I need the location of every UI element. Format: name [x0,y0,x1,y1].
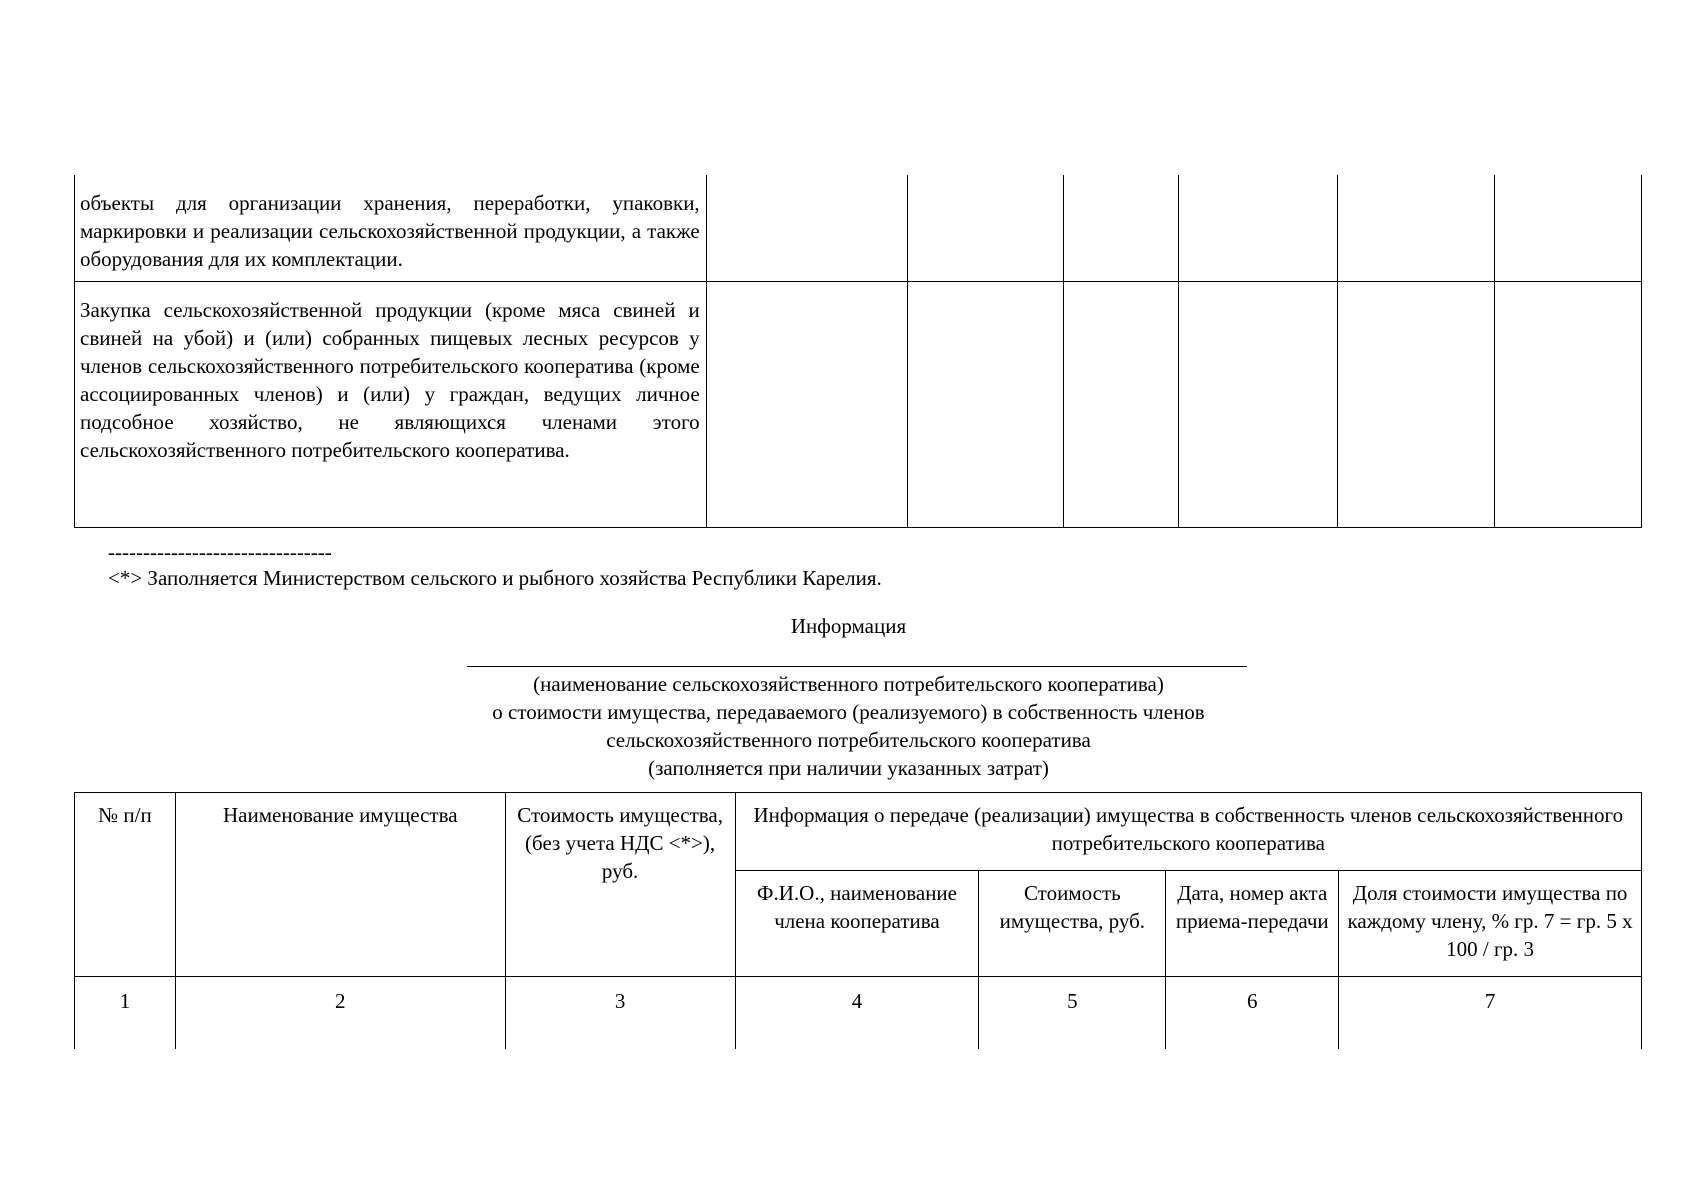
column-number: 6 [1166,977,1339,1050]
footnote-separator: -------------------------------- [108,540,332,564]
header-number: № п/п [75,793,176,977]
table-row [75,282,1642,528]
heading-line-3: (заполняется при наличии указанных затрат) [648,756,1049,780]
empty-cell [1064,175,1179,282]
empty-cell [1495,282,1642,528]
empty-cell [706,282,907,528]
header-member-cost: Стоимость имущества, руб. [979,871,1166,977]
empty-cell [1064,282,1179,528]
program-table-continuation [74,175,1642,528]
footnote-text: <*> Заполняется Министерством сельского и рыбного хозяйства Республики Карелия. [108,566,882,590]
column-number: 7 [1339,977,1642,1050]
header-act-date: Дата, номер акта приема-передачи [1166,871,1339,977]
header-member-name: Ф.И.О., наименование члена кооператива [735,871,979,977]
table-row [75,175,1642,282]
row-text-cell: Закупка сельскохозяйственной продукции (кроме мяса свиней и свиней на убой) и (или) собранных пищевых лесных ресурсов у членов сельскохозяйственного потребительского кооператива (кроме ассоциированных членов) и (или) у граждан, ведущих личное подсобное хозяйство, не являющихся членами этого сельскохозяйственного потребительского кооператива. [75,282,707,528]
header-property-name: Наименование имущества [175,793,505,977]
header-row [75,793,1642,871]
header-property-cost: Стоимость имущества, (без учета НДС <*>), руб. [505,793,735,977]
empty-cell [907,282,1064,528]
column-number: 5 [979,977,1166,1050]
empty-cell [1495,175,1642,282]
name-underline [467,666,1247,667]
name-caption: (наименование сельскохозяйственного потребительского кооператива) [533,672,1164,696]
empty-cell [1338,175,1495,282]
column-number-row [75,977,1642,1050]
empty-cell [1179,282,1338,528]
empty-cell [1338,282,1495,528]
row-text-cell: объекты для организации хранения, переработки, упаковки, маркировки и реализации сельскохозяйственной продукции, а также оборудования для их комплектации. [75,175,707,282]
section-title: Информация [790,614,907,638]
column-number: 3 [505,977,735,1050]
empty-cell [907,175,1064,282]
empty-cell [706,175,907,282]
heading-line-2: сельскохозяйственного потребительского кооператива [606,728,1091,752]
heading-line-1: о стоимости имущества, передаваемого (реализуемого) в собственность членов [492,700,1205,724]
column-number: 2 [175,977,505,1050]
property-transfer-table [74,792,1642,1049]
empty-cell [1179,175,1338,282]
header-share: Доля стоимости имущества по каждому члену, % гр. 7 = гр. 5 x 100 / гр. 3 [1339,871,1642,977]
column-number: 4 [735,977,979,1050]
header-transfer-info: Информация о передаче (реализации) имущества в собственность членов сельскохозяйственного потребительского кооператива [735,793,1641,871]
column-number: 1 [75,977,176,1050]
